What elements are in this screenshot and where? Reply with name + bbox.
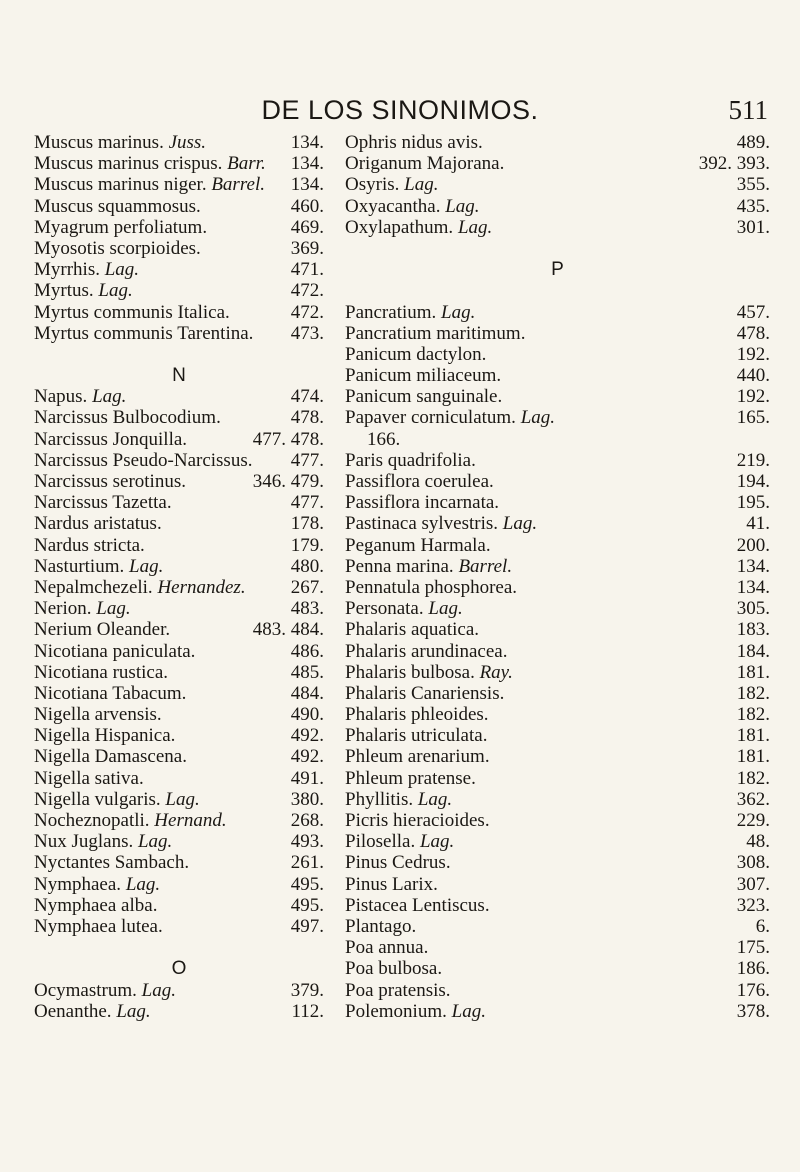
entry-name: Nyctantes Sambach. <box>34 852 190 874</box>
entry-page-ref: 457. <box>736 301 770 323</box>
entry-page-ref: 483. 484. <box>252 619 324 641</box>
entry-name: Nymphaea. Lag. <box>34 873 161 895</box>
entry-name: Nigella Hispanica. <box>34 725 176 747</box>
entry-name: Myrrhis. Lag. <box>34 259 140 281</box>
page-number: 511 <box>728 95 768 125</box>
entry-page-ref: 307. <box>736 873 770 895</box>
entry-name: Muscus marinus niger. Barrel. <box>34 174 265 196</box>
entry-page-ref: 392. 393. <box>698 153 770 175</box>
index-entry <box>345 153 770 174</box>
entry-page-ref: 478. <box>736 322 770 344</box>
entry-page-ref: 378. <box>736 1000 770 1022</box>
index-entry <box>345 577 770 598</box>
index-entry <box>345 725 770 746</box>
entry-page-ref: 268. <box>290 810 324 831</box>
entry-name: Polemonium. Lag. <box>345 1000 486 1022</box>
entry-name: Poa pratensis. <box>345 979 451 1001</box>
index-entry <box>34 492 324 513</box>
entry-page-ref: 472. <box>290 301 324 323</box>
entry-author: Lag. <box>104 259 140 281</box>
entry-author: Lag. <box>404 174 439 196</box>
entry-name: Myrtus. Lag. <box>34 280 133 302</box>
index-entry <box>34 619 324 640</box>
index-entry <box>345 217 770 238</box>
entry-name: Muscus squammosus. <box>34 195 201 217</box>
entry-name: Nerion. Lag. <box>34 598 131 620</box>
entry-page-ref: 379. <box>290 979 324 1001</box>
entry-name: Nardus aristatus. <box>34 513 162 535</box>
index-entry <box>34 874 324 895</box>
entry-name: Poa bulbosa. <box>345 958 443 980</box>
entry-page-ref: 182. <box>736 704 770 726</box>
entry-page-ref: 346. 479. <box>252 471 324 492</box>
index-entry <box>345 641 770 662</box>
entry-page-ref: 472. <box>290 280 324 302</box>
entry-name: Nasturtium. Lag. <box>34 555 164 577</box>
entry-name: Phalaris arundinacea. <box>345 640 508 662</box>
entry-author: Lag. <box>125 873 161 895</box>
entry-name: Phalaris phleoides. <box>345 704 489 726</box>
entry-name: Nigella vulgaris. Lag. <box>34 788 200 810</box>
index-entry-continuation <box>345 429 770 450</box>
index-entry <box>34 450 324 471</box>
entry-author: Lag. <box>520 407 556 429</box>
entry-name: Passiflora coerulea. <box>345 471 494 492</box>
entry-name: Phleum arenarium. <box>345 746 490 768</box>
entry-author: Juss. <box>168 132 207 153</box>
index-entry <box>34 174 324 195</box>
section-letter-heading: N <box>172 365 186 387</box>
index-column-left <box>34 132 324 1022</box>
entry-author: Hernand. <box>154 810 227 831</box>
entry-page-ref: 181. <box>736 661 770 683</box>
index-entry <box>34 746 324 767</box>
entry-name: Myrtus communis Tarentina. <box>34 322 254 344</box>
index-entry <box>34 789 324 810</box>
entry-page-ref: 165. <box>736 407 770 429</box>
entry-name: Myagrum perfoliatum. <box>34 216 208 238</box>
entry-author: Lag. <box>96 598 131 620</box>
entry-page-ref: 490. <box>290 704 324 726</box>
entry-page-ref: 182. <box>736 767 770 789</box>
index-entry <box>345 323 770 344</box>
index-entry <box>345 662 770 683</box>
entry-name: Nicotiana paniculata. <box>34 640 196 662</box>
entry-name: Peganum Harmala. <box>345 534 491 556</box>
index-entry <box>345 895 770 916</box>
index-entry <box>345 174 770 195</box>
entry-name: Nardus stricta. <box>34 534 145 556</box>
entry-page-ref: 175. <box>736 937 770 959</box>
index-entry <box>34 238 324 259</box>
entry-page-ref: 485. <box>290 661 324 683</box>
blank-line <box>345 238 770 259</box>
entry-page-ref: 435. <box>736 195 770 217</box>
entry-page-ref: 369. <box>290 237 324 259</box>
entry-page-ref: 267. <box>290 576 324 598</box>
index-entry <box>34 725 324 746</box>
entry-author: Lag. <box>129 555 164 577</box>
entry-page-ref: 474. <box>290 386 324 408</box>
entry-name: Picris hieracioides. <box>345 810 490 831</box>
index-entry <box>34 153 324 174</box>
entry-page-ref: 200. <box>736 534 770 556</box>
entry-name: Poa annua. <box>345 937 429 959</box>
entry-page-ref: 305. <box>736 598 770 620</box>
entry-page-ref: 48. <box>746 831 770 853</box>
entry-author: Lag. <box>441 301 476 323</box>
entry-name: Phalaris bulbosa. Ray. <box>345 661 513 683</box>
entry-name: Nicotiana Tabacum. <box>34 682 187 704</box>
entry-page-ref: 186. <box>736 958 770 980</box>
index-entry <box>345 492 770 513</box>
index-entry <box>34 831 324 852</box>
entry-author: Lag. <box>98 280 133 302</box>
index-entry <box>34 980 324 1001</box>
entry-page-ref: 483. <box>290 598 324 620</box>
entry-page-ref: 134. <box>290 153 324 175</box>
entry-page-ref: 261. <box>290 852 324 874</box>
entry-name: Pennatula phosphorea. <box>345 576 518 598</box>
entry-page-ref: 308. <box>736 852 770 874</box>
entry-page-ref: 495. <box>290 873 324 895</box>
entry-page-ref: 6. <box>755 915 770 937</box>
entry-name: Oxyacantha. Lag. <box>345 195 480 217</box>
index-entry <box>34 535 324 556</box>
index-entry <box>345 980 770 1001</box>
index-entry <box>34 302 324 323</box>
entry-name: Penna marina. Barrel. <box>345 555 513 577</box>
index-entry <box>345 407 770 428</box>
blank-line <box>345 280 770 301</box>
index-entry <box>345 937 770 958</box>
entry-page-ref: 134. <box>736 576 770 598</box>
entry-name: Panicum miliaceum. <box>345 365 502 387</box>
entry-page-ref: 489. <box>736 132 770 153</box>
entry-page-ref: 41. <box>746 513 770 535</box>
blank-line <box>34 344 324 365</box>
entry-author: Barrel. <box>211 174 265 196</box>
entry-name: Nymphaea lutea. <box>34 915 163 937</box>
entry-page-ref: 183. <box>736 619 770 641</box>
entry-page-ref: 460. <box>290 195 324 217</box>
index-entry <box>34 386 324 407</box>
entry-page-ref: 477. 478. <box>252 428 324 450</box>
entry-name: Myosotis scorpioides. <box>34 237 201 259</box>
entry-page-ref: 178. <box>290 513 324 535</box>
entry-name: Narcissus Jonquilla. <box>34 428 188 450</box>
index-entry <box>345 916 770 937</box>
entry-name: Plantago. <box>345 915 417 937</box>
section-letter-heading: P <box>551 259 564 281</box>
entry-name: Narcissus Tazetta. <box>34 492 172 514</box>
index-entry <box>345 619 770 640</box>
entry-name: Paris quadrifolia. <box>345 449 476 471</box>
entry-name: Phyllitis. Lag. <box>345 788 453 810</box>
index-entry <box>345 831 770 852</box>
entry-author: Ray. <box>479 661 513 683</box>
entry-page-ref: 134. <box>290 132 324 153</box>
index-entry <box>345 513 770 534</box>
index-entry <box>345 1001 770 1022</box>
entry-author: Lag. <box>165 788 200 810</box>
entry-name: Passiflora incarnata. <box>345 492 500 514</box>
entry-page-ref: 194. <box>736 471 770 492</box>
entry-name: Napus. Lag. <box>34 386 127 408</box>
page-title: DE LOS SINONIMOS. <box>261 95 539 125</box>
entry-page-ref: 380. <box>290 788 324 810</box>
index-entry <box>345 874 770 895</box>
entry-page-ref: 301. <box>736 216 770 238</box>
index-entry <box>345 365 770 386</box>
index-entry <box>34 513 324 534</box>
entry-name: Nerium Oleander. <box>34 619 171 641</box>
entry-name: Nux Juglans. Lag. <box>34 831 173 853</box>
index-entry <box>34 641 324 662</box>
entry-name: Oenanthe. Lag. <box>34 1000 151 1022</box>
index-entry <box>345 132 770 153</box>
entry-page-ref: 323. <box>736 894 770 916</box>
index-entry <box>345 704 770 725</box>
index-entry <box>345 196 770 217</box>
entry-page-ref: 473. <box>290 322 324 344</box>
entry-page-ref: 195. <box>736 492 770 514</box>
entry-author: Lag. <box>92 386 127 408</box>
entry-name: Nigella arvensis. <box>34 704 162 726</box>
entry-name: Ophris nidus avis. <box>345 132 483 153</box>
entry-name: Papaver corniculatum. Lag. <box>345 407 556 429</box>
index-entry <box>34 196 324 217</box>
index-entry <box>345 746 770 767</box>
index-entry <box>345 556 770 577</box>
entry-name: Pilosella. Lag. <box>345 831 455 853</box>
entry-page-ref: 192. <box>736 386 770 408</box>
entry-page-ref: 477. <box>290 492 324 514</box>
index-entry <box>345 598 770 619</box>
entry-name: Phalaris Canariensis. <box>345 682 505 704</box>
entry-name: Phleum pratense. <box>345 767 476 789</box>
index-entry <box>34 662 324 683</box>
entry-name: Pinus Larix. <box>345 873 438 895</box>
index-entry <box>345 683 770 704</box>
entry-page-ref: 480. <box>290 555 324 577</box>
entry-name: Pistacea Lentiscus. <box>345 894 490 916</box>
entry-author: Lag. <box>428 598 463 620</box>
index-entry <box>34 132 324 153</box>
entry-page-ref: 184. <box>736 640 770 662</box>
entry-name: Osyris. Lag. <box>345 174 439 196</box>
entry-author: Lag. <box>116 1000 151 1022</box>
index-entry <box>345 535 770 556</box>
entry-page-ref: 229. <box>736 810 770 831</box>
index-entry <box>34 217 324 238</box>
index-entry <box>34 577 324 598</box>
entry-name: Pastinaca sylvestris. Lag. <box>345 513 538 535</box>
index-entry <box>34 895 324 916</box>
index-entry <box>345 450 770 471</box>
entry-author: Lag. <box>141 979 176 1001</box>
entry-name: Panicum dactylon. <box>345 343 487 365</box>
entry-page-ref: 495. <box>290 894 324 916</box>
entry-name: 166. <box>367 428 401 450</box>
index-entry <box>34 768 324 789</box>
entry-page-ref: 181. <box>736 746 770 768</box>
entry-author: Lag. <box>502 513 538 535</box>
entry-author: Lag. <box>137 831 173 853</box>
entry-page-ref: 497. <box>290 915 324 937</box>
index-entry <box>345 471 770 492</box>
entry-author: Lag. <box>451 1000 486 1022</box>
page-header <box>0 95 800 131</box>
entry-name: Panicum sanguinale. <box>345 386 503 408</box>
entry-page-ref: 182. <box>736 682 770 704</box>
entry-author: Hernandez. <box>157 576 246 598</box>
index-entry <box>34 852 324 873</box>
blank-line <box>34 937 324 958</box>
index-entry <box>34 556 324 577</box>
index-entry <box>34 407 324 428</box>
entry-name: Pancratium. Lag. <box>345 301 476 323</box>
entry-name: Phalaris utriculata. <box>345 725 488 747</box>
index-column-right <box>345 132 770 1022</box>
index-entry <box>34 916 324 937</box>
entry-page-ref: 440. <box>736 365 770 387</box>
entry-name: Myrtus communis Italica. <box>34 301 230 323</box>
entry-name: Pancratium maritimum. <box>345 322 526 344</box>
entry-author: Lag. <box>419 831 455 853</box>
index-entry <box>345 302 770 323</box>
entry-page-ref: 192. <box>736 343 770 365</box>
entry-page-ref: 486. <box>290 640 324 662</box>
entry-name: Personata. Lag. <box>345 598 463 620</box>
index-entry <box>34 429 324 450</box>
entry-page-ref: 362. <box>736 788 770 810</box>
entry-name: Nicotiana rustica. <box>34 661 169 683</box>
entry-page-ref: 355. <box>736 174 770 196</box>
entry-page-ref: 134. <box>290 174 324 196</box>
entry-name: Muscus marinus crispus. Barr. <box>34 153 266 175</box>
index-entry <box>34 323 324 344</box>
entry-name: Narcissus Pseudo-Narcissus. <box>34 449 253 471</box>
entry-author: Lag. <box>445 195 480 217</box>
entry-name: Nepalmchezeli. Hernandez. <box>34 576 246 598</box>
index-entry <box>345 852 770 873</box>
entry-name: Nigella Damascena. <box>34 746 187 768</box>
index-entry <box>345 768 770 789</box>
entry-author: Barrel. <box>458 555 513 577</box>
index-entry <box>345 810 770 831</box>
entry-author: Lag. <box>457 216 493 238</box>
entry-name: Pinus Cedrus. <box>345 852 451 874</box>
entry-page-ref: 134. <box>736 555 770 577</box>
entry-name: Narcissus Bulbocodium. <box>34 407 221 429</box>
entry-name: Oxylapathum. Lag. <box>345 216 493 238</box>
entry-page-ref: 484. <box>290 682 324 704</box>
index-entry <box>345 789 770 810</box>
entry-page-ref: 492. <box>290 725 324 747</box>
entry-name: Nymphaea alba. <box>34 894 158 916</box>
index-entry <box>345 344 770 365</box>
index-entry <box>34 704 324 725</box>
entry-name: Phalaris aquatica. <box>345 619 480 641</box>
entry-page-ref: 471. <box>290 259 324 281</box>
index-entry <box>34 280 324 301</box>
entry-page-ref: 112. <box>291 1000 324 1022</box>
entry-page-ref: 219. <box>736 449 770 471</box>
index-entry <box>34 683 324 704</box>
entry-page-ref: 491. <box>290 767 324 789</box>
index-entry <box>34 810 324 831</box>
entry-page-ref: 493. <box>290 831 324 853</box>
entry-page-ref: 176. <box>736 979 770 1001</box>
entry-page-ref: 181. <box>736 725 770 747</box>
entry-name: Narcissus serotinus. <box>34 471 186 492</box>
entry-name: Origanum Majorana. <box>345 153 505 175</box>
entry-page-ref: 478. <box>290 407 324 429</box>
entry-name: Muscus marinus. Juss. <box>34 132 207 153</box>
index-entry <box>34 598 324 619</box>
section-letter-heading: O <box>171 958 187 980</box>
entry-page-ref: 492. <box>290 746 324 768</box>
index-entry <box>345 386 770 407</box>
index-entry <box>34 1001 324 1022</box>
entry-name: Ocymastrum. Lag. <box>34 979 176 1001</box>
entry-name: Nigella sativa. <box>34 767 144 789</box>
index-entry <box>34 259 324 280</box>
entry-page-ref: 469. <box>290 216 324 238</box>
entry-page-ref: 477. <box>290 449 324 471</box>
index-entry <box>34 471 324 492</box>
entry-author: Lag. <box>417 788 453 810</box>
entry-page-ref: 179. <box>290 534 324 556</box>
entry-name: Nocheznopatli. Hernand. <box>34 810 227 831</box>
index-entry <box>345 958 770 979</box>
entry-author: Barr. <box>227 153 266 175</box>
